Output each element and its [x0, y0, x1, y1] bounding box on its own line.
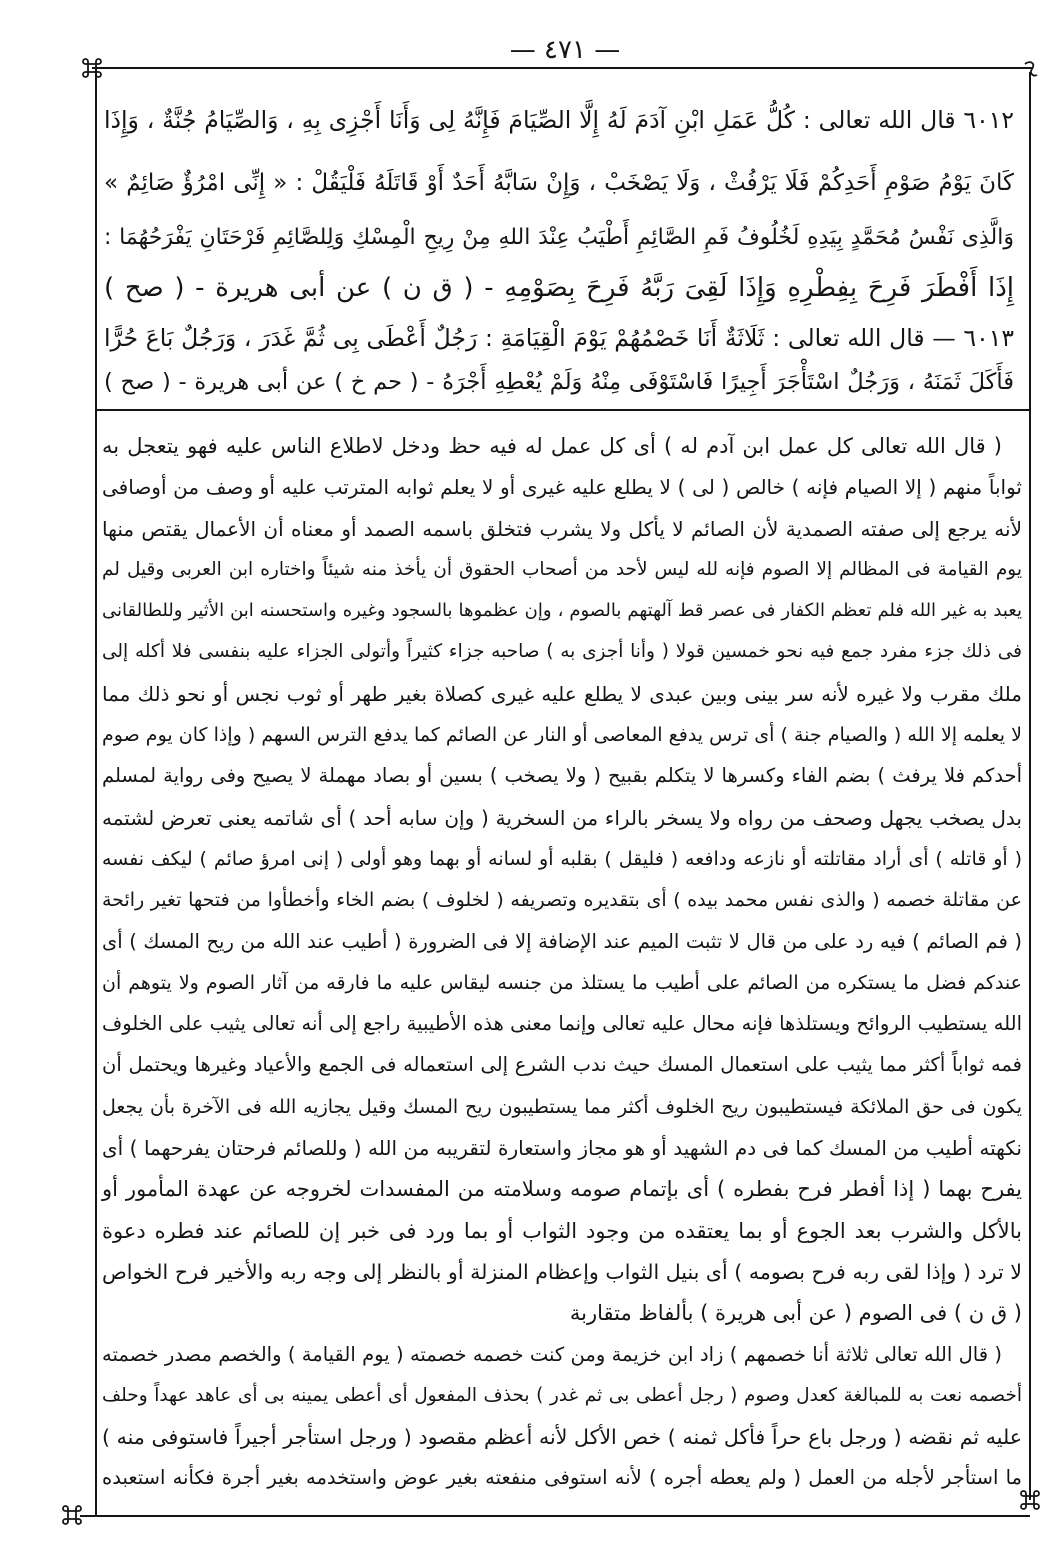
- corner-curl-icon: [1022, 60, 1040, 82]
- hadith-number: ٦٠١٢: [963, 106, 1014, 134]
- corner-knot-icon: [80, 56, 104, 80]
- commentary-line: لا يعلمه إلا الله ( والصيام جنة ) أى ترس يدفع المعاصى أو النار عن الصائم كما يدفع الترس السهم ( وإذا كان يوم صوم: [102, 724, 1022, 746]
- commentary-line: فمه ثواباً أكثر مما يثيب على استعمال المسك حيث ندب الشرع إلى استعماله فى الجمع والأعياد وغيرها ويحتمل أن: [102, 1053, 1022, 1076]
- commentary-line: أخصمه نعت به للمبالغة كعدل وصوم ( رجل أعطى بى ثم غدر ) بحذف المفعول أى أعطى يمينه بى أى عاهد عهداً وحلف: [102, 1385, 1022, 1406]
- frame-left-rule: [95, 68, 97, 1516]
- commentary-line: فى ذلك جزء مفرد جمع فيه نحو خمسين قولا ( وأنا أجزى به ) صاحبه جزاء كثيراً وأتولى الجزاء عليه بنفسى فلا أكله إلى: [102, 641, 1022, 662]
- hadith-line: إِذَا أَفْطَرَ فَرِحَ بِفِطْرِهِ وَإِذَا لَقِىَ رَبَّهُ فَرِحَ بِصَوْمِهِ - ( ق ن ) عن أبى هريرة - ( صح ): [104, 273, 1014, 303]
- commentary-line: يفرح بهما ( إذا أفطر فرح بفطره ) أى بإتمام صومه وسلامته من المفسدات لخروجه عن عهدة المأمور أو: [102, 1177, 1022, 1201]
- commentary-line: ( ق ن ) فى الصوم ( عن أبى هريرة ) بألفاظ متقاربة: [569, 1301, 1022, 1325]
- commentary-line: ( أو قاتله ) أى أراد مقاتلته أو نازعه ودافعه ( فليقل ) بقلبه أو لسانه أو بهما وهو أولى ( إنى امرؤ صائم ) ليكف نفسه: [102, 848, 1022, 870]
- section-divider-rule: [97, 409, 1030, 411]
- hadith-text: — قال الله تعالى : ثَلَاثَةٌ أَنَا خَصْمُهُمْ يَوْمَ الْقِيَامَةِ : رَجُلٌ أَعْطَى بِى ثُمَّ غَدَرَ ، وَرَجُلٌ بَاعَ حُرًّا: [104, 324, 956, 352]
- commentary-line: عندكم فضل ما يستكره من الصائم على أطيب ما يستلذ من جنسه ليقاس عليه ما فارقه من آثار الصوم ولا يتوهم أن: [102, 972, 1022, 994]
- commentary-line: لا ترد ( وإذا لقى ربه فرح بصومه ) أى بنيل الثواب وإعظام المنزلة أو بالنظر إلى وجه ربه والأخير فرح الخواص: [102, 1260, 1022, 1284]
- commentary-line: يكون فى حق الملائكة فيستطيبون ريح الخلوف أكثر مما يستطيبون ريح المسك وقيل يجازيه الله فى الآخرة بأن يجعل: [102, 1096, 1022, 1118]
- frame-right-rule: [1029, 72, 1031, 1500]
- commentary-line: أحدكم فلا يرفث ) بضم الفاء وكسرها لا يتكلم بقبيح ( ولا يصخب ) بسين أو بصاد مهملة لا يصيح وفى رواية لمسلم: [102, 764, 1022, 787]
- commentary-line: بدل يصخب يجهل وصحف من رواه ولا يسخر بالراء من السخرية ( وإن سابه أحد ) أى شاتمه يعنى تعرض لشتمه: [102, 806, 1022, 830]
- commentary-line: ( فم الصائم ) فيه رد على من قال لا تثبت الميم عند الإضافة إلا فى الضرورة ( أطيب عند الله من ريح المسك ) أى: [102, 930, 1022, 953]
- commentary-line: ( قال الله تعالى كل عمل ابن آدم له ) أى كل عمل له فيه حظ ودخل لاطلاع الناس عليه فهو يتعجل به: [102, 434, 1002, 458]
- frame-bottom-rule: [80, 1515, 1030, 1517]
- hadith-line: [104, 315, 1014, 361]
- commentary-line: ملك مقرب ولا غيره لأنه سر بينى وبين عبدى لا يطلع عليه غيرى كصلاة بغير طهر أو ثوب نجس أو نحو ذلك مما: [102, 682, 1022, 706]
- commentary-line: ما استأجر لأجله من العمل ( ولم يعطه أجره ) لأنه استوفى منفعته بغير عوض واستخدمه بغير أجرة فكأنه استعبده: [102, 1466, 1022, 1489]
- hadith-line: وَالَّذِى نَفْسُ مُحَمَّدٍ بِيَدِهِ لَخُلُوفُ فَمِ الصَّائِمِ أَطْيَبُ عِنْدَ اللهِ مِنْ رِيحِ الْمِسْكِ وَلِلصَّائِمِ فَرْحَتَانِ يَفْرَحُهُمَا :: [104, 225, 1014, 250]
- commentary-line: الله يستطيب الروائح ويستلذها فإنه محال عليه تعالى وإنما معنى هذه الأطيبية راجع إلى أنه تعالى يثيب على الخلوف: [102, 1012, 1022, 1035]
- commentary-line: عن مقاتلة خصمه ( والذى نفس محمد بيده ) أى بتقديره وتصريفه ( لخلوف ) بضم الخاء وأخطأوا من فتحها تغير رائحة: [102, 889, 1022, 911]
- commentary-line: نكهته أطيب من المسك كما فى دم الشهيد أو هو مجاز واستعارة لتقريبه من الله ( وللصائم فرحتان يفرحهما ) أى: [102, 1136, 1022, 1160]
- commentary-line: يوم القيامة فى المظالم إلا الصوم فإنه لله ليس لأحد من أصحاب الحقوق أن يأخذ منه شيئاً واختاره ابن العربى وقيل لم: [102, 559, 1022, 580]
- page-number: — ٤٧١ —: [509, 35, 621, 65]
- hadith-line: فَأَكَلَ ثَمَنَهُ ، وَرَجُلٌ اسْتَأْجَرَ أَجِيرًا فَاسْتَوْفَى مِنْهُ وَلَمْ يُعْطِهِ أَجْرَهُ - ( حم خ ) عن أبى هريرة - ( صح ): [104, 369, 1014, 395]
- commentary-line: عليه ثم نقضه ( ورجل باع حراً فأكل ثمنه ) خص الأكل لأنه أعظم مقصود ( ورجل استأجر أجيراً فاستوفى منه ): [102, 1425, 1022, 1449]
- commentary-line: يعبد به غير الله فلم تعظم الكفار فى عصر قط آلهتهم بالصوم ، وإن عظموها بالسجود وغيره واستحسنه ابن الأثير وللطالقانى: [102, 600, 1022, 621]
- hadith-number: ٦٠١٣: [963, 324, 1014, 352]
- hadith-line: [104, 97, 1014, 143]
- commentary-line: لأنه يرجع إلى صفته الصمدية لأن الصائم لا يأكل ولا يشرب فتخلق باسمه الصمد أو معناه أن الأعمال يقتص منها: [102, 517, 1022, 541]
- hadith-line: كَانَ يَوْمُ صَوْمِ أَحَدِكُمْ فَلَا يَرْفُثْ ، وَلَا يَصْخَبْ ، وَإِنْ سَابَّهُ أَحَدٌ أَوْ قَاتَلَهُ فَلْيَقُلْ : « إِنِّى امْرُؤٌ صَائِمٌ »: [104, 170, 1014, 196]
- commentary-line: ثواباً منهم ( إلا الصيام فإنه ) خالص ( لى ) لا يطلع عليه غيرى أو لا يعلم ثوابه المترتب عليه أو وصف من أوصافى: [102, 475, 1022, 499]
- commentary-line: بالأكل والشرب بعد الجوع أو بما يعتقده من وجود الثواب أو بما ورد فى خبر إن للصائم عند فطره دعوة: [102, 1219, 1022, 1243]
- hadith-text: قال الله تعالى : كُلُّ عَمَلِ ابْنِ آدَمَ لَهُ إِلَّا الصِّيَامَ فَإِنَّهُ لِى وَأَنَا أَجْزِى بِهِ ، وَالصِّيَامُ جُنَّةٌ ، وَإِذَا: [104, 106, 956, 134]
- corner-knot-icon: [60, 1503, 84, 1527]
- commentary-line: ( قال الله تعالى ثلاثة أنا خصمهم ) زاد ابن خزيمة ومن كنت خصمه خصمته ( يوم القيامة ) والخصم مصدر خصمته: [102, 1343, 1002, 1366]
